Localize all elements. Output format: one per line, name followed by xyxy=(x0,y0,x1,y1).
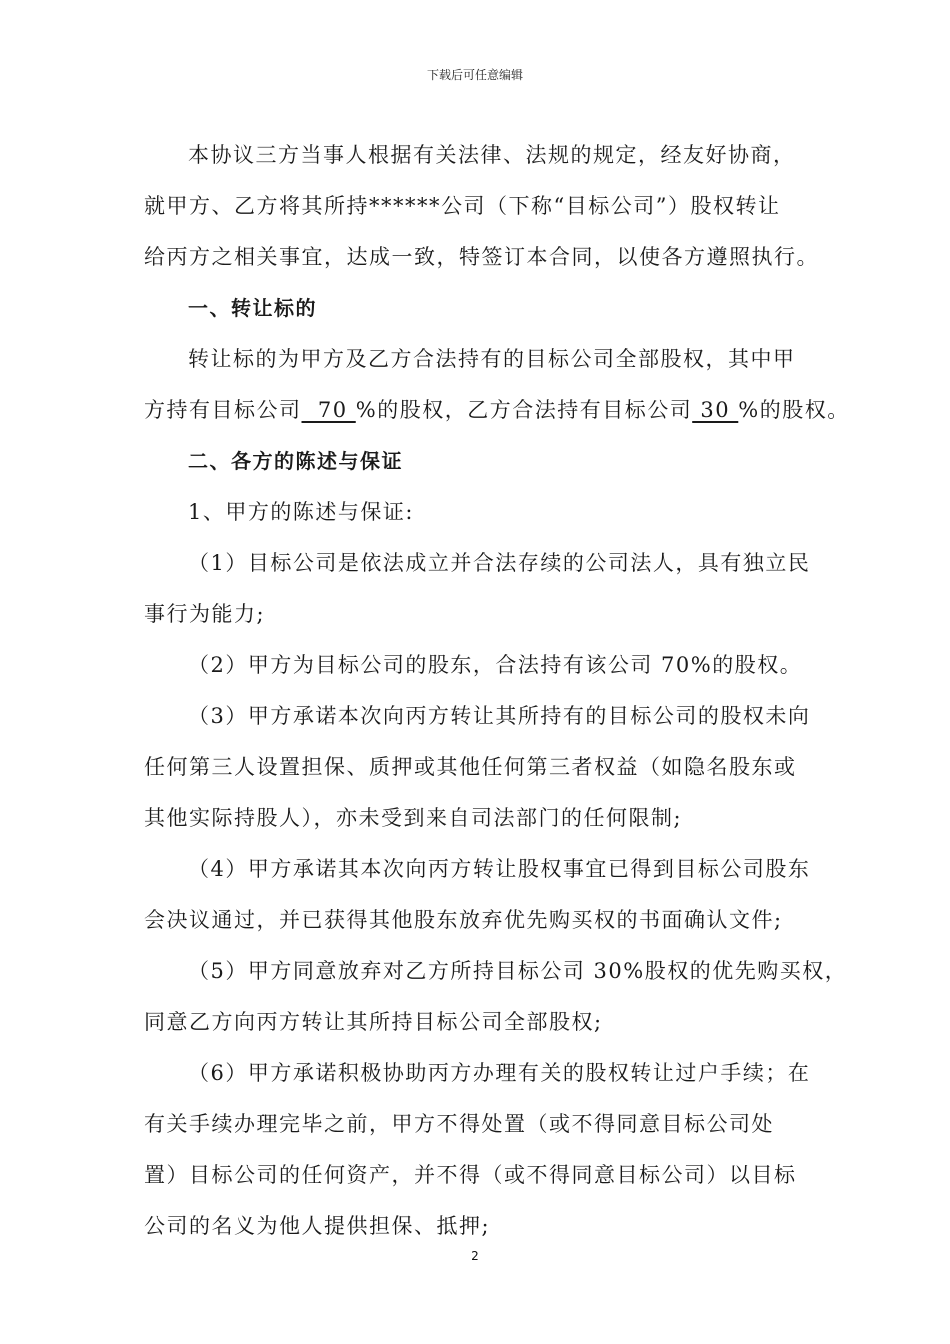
item-6-line-3: 置）目标公司的任何资产，并不得（或不得同意目标公司）以目标 xyxy=(144,1163,797,1187)
section-2-sub-1: 1、甲方的陈述与保证: xyxy=(188,500,414,524)
item-5-line-1: （5）甲方同意放弃对乙方所持目标公司 30%股权的优先购买权， xyxy=(188,959,848,983)
section-2-heading: 二、各方的陈述与保证 xyxy=(188,449,403,473)
intro-line-2: 就甲方、乙方将其所持******公司（下称“目标公司”）股权转让 xyxy=(144,194,781,218)
header-note: 下载后可任意编辑 xyxy=(426,68,523,82)
section-1-text-a: 方持有目标公司 xyxy=(144,398,302,422)
item-3-line-2: 任何第三人设置担保、质押或其他任何第三者权益（如隐名股东或 xyxy=(144,755,797,779)
document-body xyxy=(144,130,850,1252)
item-6-line-1: （6）甲方承诺积极协助丙方办理有关的股权转让过户手续；在 xyxy=(188,1061,811,1085)
item-4-line-1: （4）甲方承诺其本次向丙方转让股权事宜已得到目标公司股东 xyxy=(188,857,811,881)
section-1-heading: 一、转让标的 xyxy=(188,296,317,320)
item-3-line-3: 其他实际持股人），亦未受到来自司法部门的任何限制; xyxy=(144,806,683,830)
item-1-line-1: （1）目标公司是依法成立并合法存续的公司法人，具有独立民 xyxy=(188,551,811,575)
item-3-line-1: （3）甲方承诺本次向丙方转让其所持有的目标公司的股权未向 xyxy=(188,704,811,728)
item-5-line-2: 同意乙方向丙方转让其所持目标公司全部股权; xyxy=(144,1010,603,1034)
section-1-line-1: 转让标的为甲方及乙方合法持有的目标公司全部股权，其中甲 xyxy=(188,347,796,371)
item-2-line-1: （2）甲方为目标公司的股东，合法持有该公司 70%的股权。 xyxy=(188,653,803,677)
item-4-line-2: 会决议通过，并已获得其他股东放弃优先购买权的书面确认文件; xyxy=(144,908,783,932)
section-1-text-b: %的股权，乙方合法持有目标公司 xyxy=(355,398,693,422)
item-6-line-2: 有关手续办理完毕之前，甲方不得处置（或不得同意目标公司处 xyxy=(144,1112,774,1136)
page-number: 2 xyxy=(471,1249,479,1263)
section-1-line-2 xyxy=(144,385,850,436)
intro-line-1: 本协议三方当事人根据有关法律、法规的规定，经友好协商， xyxy=(188,143,796,167)
party-a-share-blank: 70 xyxy=(301,398,356,422)
item-6-line-4: 公司的名义为他人提供担保、抵押; xyxy=(144,1214,491,1238)
section-1-text-c: %的股权。 xyxy=(738,398,850,422)
item-1-line-2: 事行为能力; xyxy=(144,602,266,626)
intro-line-3: 给丙方之相关事宜，达成一致，特签订本合同，以使各方遵照执行。 xyxy=(144,245,819,269)
party-b-share-blank: 30 xyxy=(692,398,739,422)
